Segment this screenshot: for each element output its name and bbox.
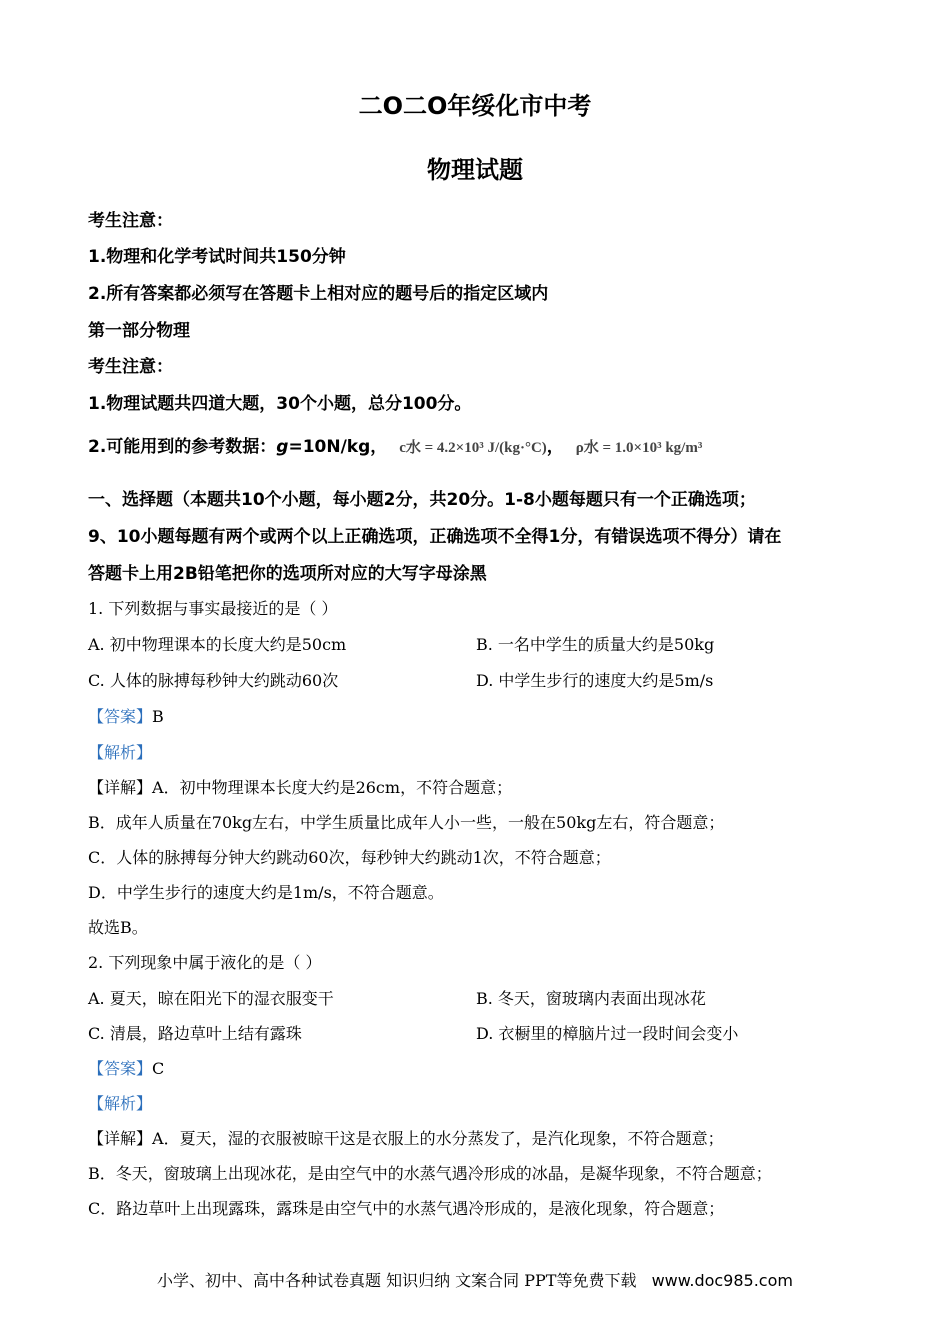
q1-detail-d: D．中学生步行的速度大约是1m/s，不符合题意。 [88,883,444,902]
q2-detail-a [88,1126,724,1149]
q1-stem: 1. 下列数据与事实最接近的是（ ） [88,599,338,618]
exam-title: 二O二O年绥化市中考 [358,92,592,120]
q2-answer-value: C [152,1059,165,1078]
exam-subtitle: 物理试题 [427,156,523,184]
section-heading-line-2: 9、10小题每题有两个或两个以上正确选项，正确选项不全得1分，有错误选项不得分）请在 [88,527,782,547]
specific-heat-formula: c水 = 4.2×10³ J/(kg·°C) [399,440,547,456]
q1-detail-a [88,775,512,798]
part-heading: 第一部分物理 [88,321,190,341]
notice-heading: 考生注意： [88,211,173,231]
section-heading-line-3: 答题卡上用2B铅笔把你的选项所对应的大写字母涂黑 [88,564,487,584]
q1-analysis-tag: 【解析】 [88,743,153,762]
q2-option-a: A. 夏天，晾在阳光下的湿衣服变干 [88,989,334,1008]
q2-answer [88,1056,164,1079]
q1-detail-a-text: A．初中物理课本长度大约是26cm，不符合题意； [152,778,513,797]
q1-conclusion: 故选B。 [88,918,148,937]
density-formula: ρ水 = 1.0×10³ kg/m³ [575,440,703,456]
q2-option-b: B. 冬天，窗玻璃内表面出现冰花 [476,989,706,1008]
physics-notice-line-1: 1.物理试题共四道大题，30个小题，总分100分。 [88,394,472,414]
reference-g-symbol: g [276,437,289,457]
q2-detail-b: B．冬天，窗玻璃上出现冰花，是由空气中的水蒸气遇冷形成的冰晶，是凝华现象，不符合题意； [88,1164,772,1183]
q2-option-d: D. 衣橱里的樟脑片过一段时间会变小 [476,1024,739,1043]
q1-detail-c: C．人体的脉搏每分钟大约跳动60次，每秒钟大约跳动1次，不符合题意； [88,848,611,867]
q1-answer-value: B [152,707,164,726]
notice-line-1: 1.物理和化学考试时间共150分钟 [88,247,346,267]
q2-detail-tag: 【详解】 [88,1129,153,1148]
q1-answer [88,704,164,727]
notice-line-2: 2.所有答案都必须写在答题卡上相对应的题号后的指定区域内 [88,284,549,304]
q2-detail-a-text: A．夏天，湿的衣服被晾干这是衣服上的水分蒸发了，是汽化现象，不符合题意； [152,1129,724,1148]
reference-separator: ， [546,437,564,457]
footer-text: 小学、初中、高中各种试卷真题 知识归纳 文案合同 PPT等免费下载 [157,1271,637,1290]
reference-data-line [88,432,702,457]
page-footer [0,1268,950,1291]
q2-option-c: C. 清晨，路边草叶上结有露珠 [88,1024,302,1043]
q1-option-a: A. 初中物理课本的长度大约是50cm [88,635,347,654]
physics-notice-heading: 考生注意： [88,357,173,377]
q1-option-c: C. 人体的脉搏每秒钟大约跳动60次 [88,671,339,690]
q1-detail-tag: 【详解】 [88,778,153,797]
reference-prefix: 2.可能用到的参考数据： [88,437,277,457]
q1-answer-tag: 【答案】 [88,707,153,726]
q2-detail-c: C．路边草叶上出现露珠，露珠是由空气中的水蒸气遇冷形成的，是液化现象，符合题意； [88,1199,725,1218]
reference-g-value: =10N/kg， [288,437,388,457]
q2-answer-tag: 【答案】 [88,1059,153,1078]
q1-detail-b: B．成年人质量在70kg左右，中学生质量比成年人小一些，一般在50kg左右，符合题意； [88,813,725,832]
q2-analysis-tag: 【解析】 [88,1094,153,1113]
footer-url[interactable]: www.doc985.com [651,1271,793,1290]
section-heading-line-1: 一、选择题（本题共10个小题，每小题2分，共20分。1-8小题每题只有一个正确选项； [88,490,756,510]
q1-option-b: B. 一名中学生的质量大约是50kg [476,635,715,654]
q2-stem: 2. 下列现象中属于液化的是（ ） [88,953,322,972]
q1-option-d: D. 中学生步行的速度大约是5m/s [476,671,714,690]
